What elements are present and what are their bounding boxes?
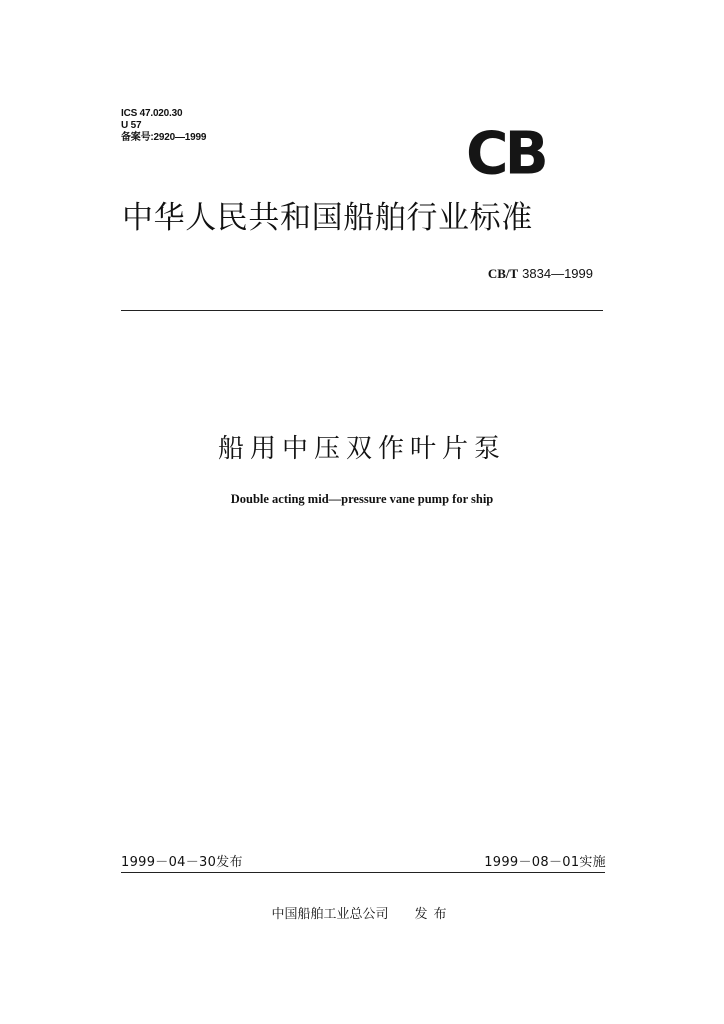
bottom-divider	[121, 872, 605, 873]
standard-prefix: CB/T	[487, 266, 519, 281]
issue-date: 1999－04－30发布	[121, 855, 243, 870]
classification-block	[121, 108, 206, 144]
top-divider	[121, 310, 603, 311]
effective-date: 1999－08－01实施	[484, 855, 606, 870]
publisher-line	[0, 903, 724, 922]
standard-number	[488, 266, 593, 282]
org-title: 中华人民共和国船舶行业标准	[122, 200, 533, 236]
standard-title-chinese: 船用中压双作叶片泵	[217, 434, 506, 464]
ics-code: ICS 47.020.30	[121, 108, 183, 119]
publisher-name: 中国船舶工业总公司	[271, 907, 389, 922]
standard-code: 3834—1999	[522, 266, 593, 281]
publish-action: 发布	[414, 907, 453, 922]
record-number: 备案号:2920—1999	[121, 132, 207, 143]
standard-title-english: Double acting mid—pressure vane pump for ship	[230, 492, 494, 506]
cb-logo: CB	[466, 118, 545, 188]
class-code: U 57	[121, 120, 142, 131]
